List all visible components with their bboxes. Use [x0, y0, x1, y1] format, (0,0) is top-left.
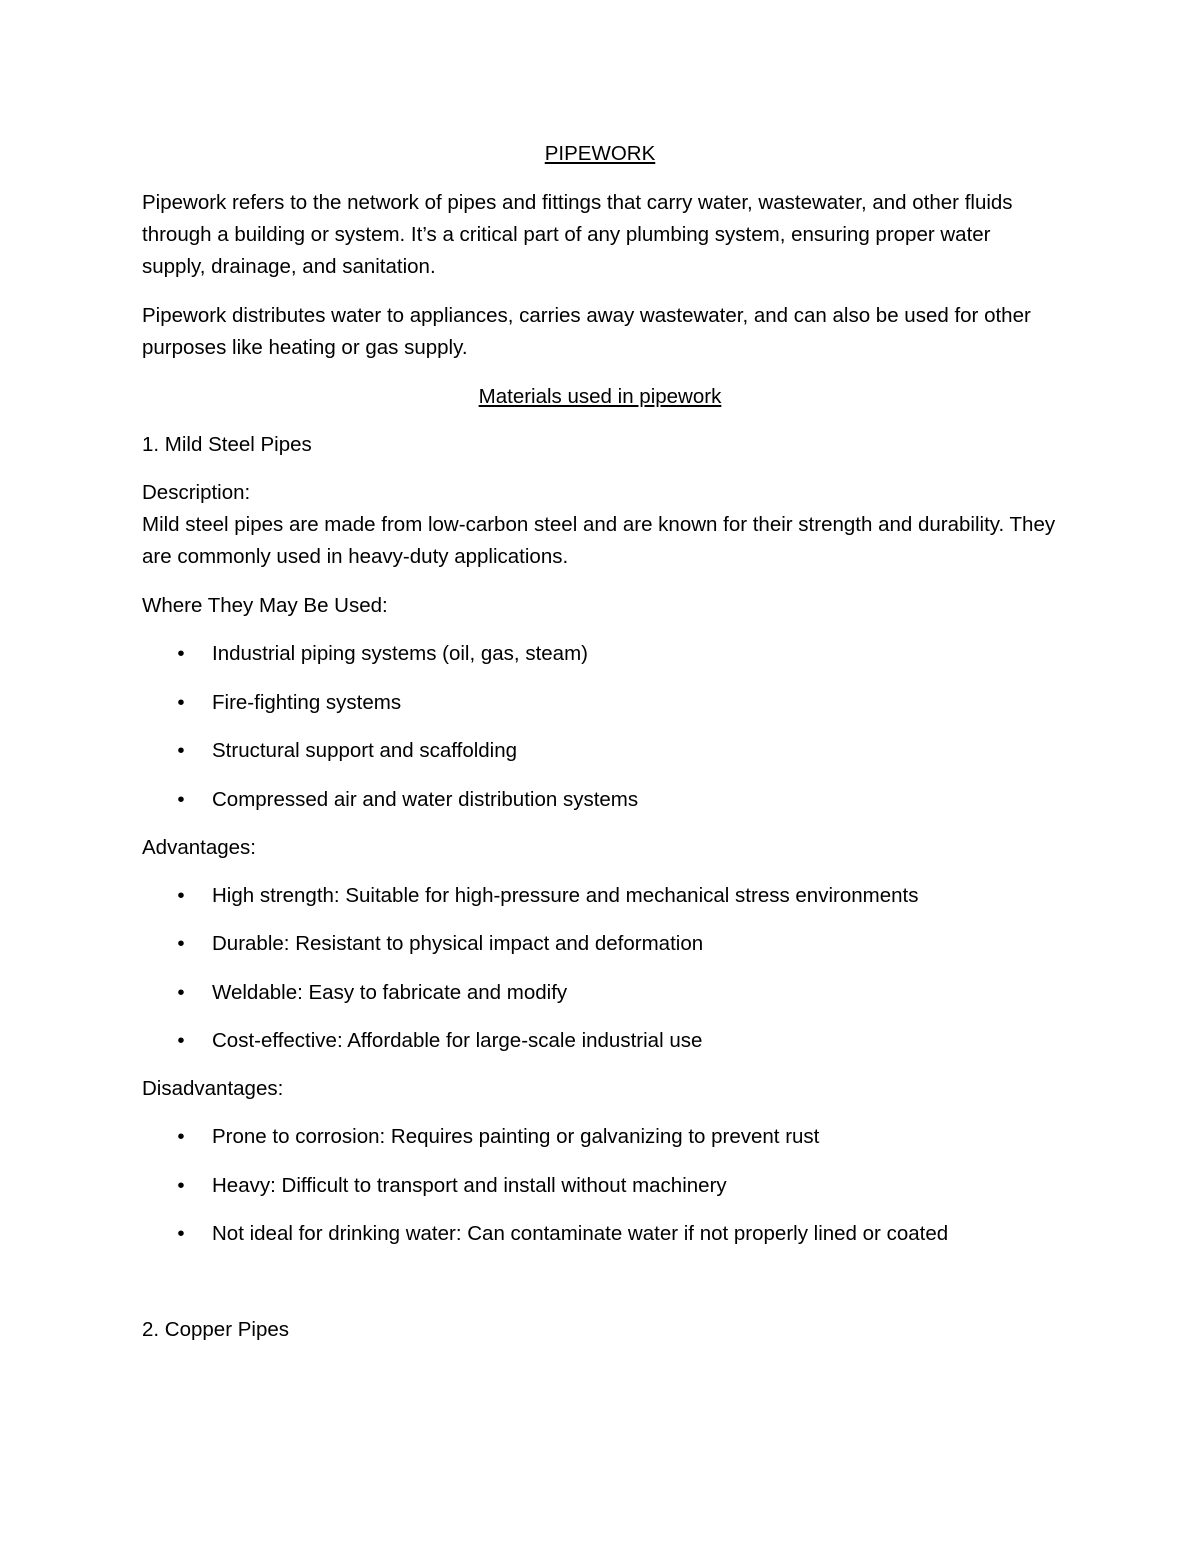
uses-label: Where They May Be Used: — [142, 594, 388, 617]
intro-paragraph: Pipework distributes water to appliances, carries away wastewater, and can also be used for other purposes like heating or gas supply. — [142, 304, 1031, 359]
section-heading-copper: 2. Copper Pipes — [142, 1318, 290, 1341]
disadvantages-label: Disadvantages: — [142, 1077, 284, 1100]
bullet-icon: • — [177, 739, 185, 762]
bullet-icon: • — [177, 980, 185, 1004]
list-item-text: Difficult to transport and install without machinery — [275, 1173, 727, 1197]
section-heading-mild-steel: 1. Mild Steel Pipes — [142, 433, 312, 456]
bullet-icon: • — [177, 1029, 185, 1052]
document-title: PIPEWORK — [544, 142, 656, 165]
list-item — [142, 928, 1058, 960]
list-item-term: Heavy: — [212, 1173, 276, 1197]
list-item — [142, 1170, 1058, 1202]
list-item — [142, 1218, 1058, 1250]
list-item-text: Can contaminate water if not properly lined or coated — [461, 1222, 949, 1245]
advantages-label: Advantages: — [142, 835, 256, 859]
list-item-text: Easy to fabricate and modify — [302, 980, 568, 1004]
list-item-text: Fire-fighting systems — [212, 690, 402, 714]
list-item — [142, 784, 1058, 816]
description-label: Description: — [142, 481, 251, 504]
list-item — [142, 638, 1058, 670]
bullet-icon: • — [177, 1173, 185, 1197]
bullet-icon: • — [177, 642, 185, 665]
list-item-text: Suitable for high-pressure and mechanical stress environments — [339, 883, 919, 907]
materials-heading: Materials used in pipework — [478, 385, 722, 408]
disadvantages-list — [142, 1121, 1058, 1250]
list-item-text: Structural support and scaffolding — [212, 739, 518, 762]
list-item-term: Cost-effective: — [212, 1029, 343, 1052]
bullet-icon: • — [177, 1222, 185, 1245]
list-item — [142, 1025, 1058, 1057]
blank-line — [142, 1266, 1058, 1314]
list-item-text: Compressed air and water distribution systems — [212, 787, 639, 811]
advantages-list — [142, 880, 1058, 1058]
list-item-term: Prone to corrosion: — [212, 1125, 386, 1148]
list-item — [142, 977, 1058, 1009]
bullet-icon: • — [177, 690, 185, 714]
list-item-term: Not ideal for drinking water: — [212, 1222, 462, 1245]
list-item-text: Affordable for large-scale industrial use — [342, 1029, 703, 1052]
list-item — [142, 880, 1058, 912]
list-item — [142, 735, 1058, 767]
list-item-text: Requires painting or galvanizing to prevent rust — [385, 1125, 820, 1148]
bullet-icon: • — [177, 787, 185, 811]
document-body — [142, 138, 1058, 1362]
list-item-text: Industrial piping systems (oil, gas, steam) — [212, 642, 588, 665]
bullet-icon: • — [177, 883, 185, 907]
list-item-text: Resistant to physical impact and deformation — [289, 932, 704, 955]
list-item — [142, 687, 1058, 719]
list-item-term: High strength: — [212, 883, 340, 907]
list-item-term: Weldable: — [212, 980, 303, 1004]
bullet-icon: • — [177, 1125, 185, 1148]
list-item-term: Durable: — [212, 932, 290, 955]
list-item — [142, 1121, 1058, 1153]
uses-list — [142, 638, 1058, 816]
bullet-icon: • — [177, 932, 185, 955]
description-text: Mild steel pipes are made from low-carbon steel and are known for their strength and durability. They are commonly used in heavy-duty applications. — [142, 513, 1056, 568]
intro-paragraph: Pipework refers to the network of pipes and fittings that carry water, wastewater, and other fluids through a building or system. It’s a critical part of any plumbing system, ensuring proper water supply, drainage, and sanitation. — [142, 191, 1013, 278]
